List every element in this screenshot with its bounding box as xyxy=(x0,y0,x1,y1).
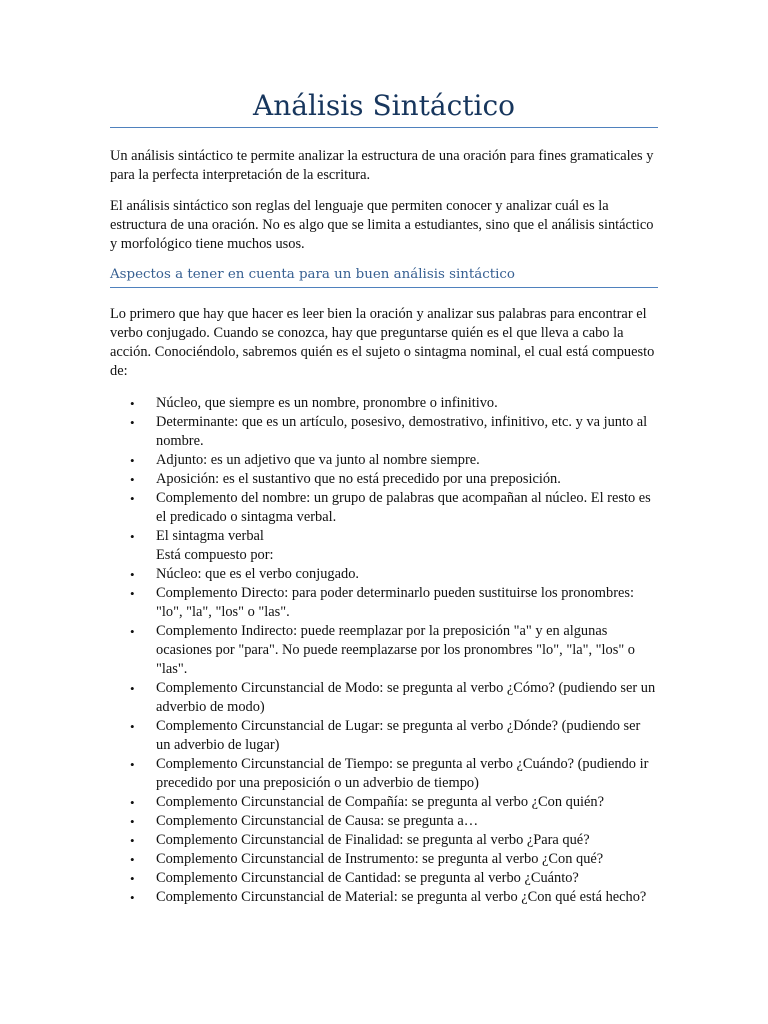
list-item-text: El sintagma verbal xyxy=(156,528,264,544)
intro-paragraph-1: Un análisis sintáctico te permite analizar la estructura de una oración para fines gramaticales y para la perfecta interpretación de la escritura. xyxy=(110,148,654,183)
bullet-list xyxy=(110,394,658,907)
list-item xyxy=(110,451,658,470)
list-item xyxy=(110,394,658,413)
list-item-text: Adjunto: es un adjetivo que va junto al nombre siempre. xyxy=(156,452,480,468)
list-item-text: Complemento del nombre: un grupo de palabras que acompañan al núcleo. El resto es el predicado o sintagma verbal. xyxy=(156,490,651,525)
list-item xyxy=(110,527,658,565)
bullet-icon: • xyxy=(130,719,135,734)
intro-paragraph-2: El análisis sintáctico son reglas del lenguaje que permiten conocer y analizar cuál es la estructura de una oración. No es algo que se limita a estudiantes, sino que el análisis sintáctico y morfológico tiene muchos usos. xyxy=(110,198,654,252)
bullet-icon: • xyxy=(130,453,135,468)
bullet-icon: • xyxy=(130,529,135,544)
section-paragraph: Lo primero que hay que hacer es leer bien la oración y analizar sus palabras para encontrar el verbo conjugado. Cuando se conozca, hay que preguntarse quién es el que lleva a cabo la acción. Conociéndolo, sabremos quién es el sujeto o sintagma nominal, el cual está compuesto de: xyxy=(110,306,655,379)
list-item-text: Complemento Circunstancial de Causa: se pregunta a… xyxy=(156,813,479,829)
document-page xyxy=(110,86,658,907)
bullet-icon: • xyxy=(130,795,135,810)
list-item-text: Complemento Indirecto: puede reemplazar por la preposición "a" y en algunas ocasiones por "para". No puede reemplazarse por los pronombres "lo", "la", "los" o "las". xyxy=(156,623,635,677)
bullet-icon: • xyxy=(130,890,135,905)
list-item xyxy=(110,565,658,584)
bullet-icon: • xyxy=(130,871,135,886)
list-item xyxy=(110,755,658,793)
bullet-icon: • xyxy=(130,472,135,487)
list-item xyxy=(110,793,658,812)
list-item-text: Complemento Circunstancial de Modo: se pregunta al verbo ¿Cómo? (pudiendo ser un adverbio de modo) xyxy=(156,680,656,715)
list-item xyxy=(110,413,658,451)
bullet-icon: • xyxy=(130,567,135,582)
section-heading: Aspectos a tener en cuenta para un buen análisis sintáctico xyxy=(110,265,658,288)
bullet-icon: • xyxy=(130,814,135,829)
list-item xyxy=(110,679,658,717)
list-item xyxy=(110,850,658,869)
list-item xyxy=(110,584,658,622)
bullet-icon: • xyxy=(130,396,135,411)
bullet-icon: • xyxy=(130,415,135,430)
list-item-text: Complemento Circunstancial de Lugar: se pregunta al verbo ¿Dónde? (pudiendo ser un adverbio de lugar) xyxy=(156,718,641,753)
list-item-text: Complemento Circunstancial de Instrumento: se pregunta al verbo ¿Con qué? xyxy=(156,851,604,867)
list-item-text: Núcleo, que siempre es un nombre, pronombre o infinitivo. xyxy=(156,395,498,411)
bullet-icon: • xyxy=(130,852,135,867)
list-item xyxy=(110,622,658,679)
bullet-icon: • xyxy=(130,624,135,639)
list-item-text: Determinante: que es un artículo, posesivo, demostrativo, infinitivo, etc. y va junto al nombre. xyxy=(156,414,648,449)
list-item-text: Complemento Circunstancial de Material: se pregunta al verbo ¿Con qué está hecho? xyxy=(156,889,647,905)
bullet-icon: • xyxy=(130,491,135,506)
list-item xyxy=(110,812,658,831)
bullet-icon: • xyxy=(130,757,135,772)
bullet-icon: • xyxy=(130,681,135,696)
document-title: Análisis Sintáctico xyxy=(110,86,658,128)
list-item xyxy=(110,470,658,489)
list-item xyxy=(110,869,658,888)
list-item-text: Aposición: es el sustantivo que no está precedido por una preposición. xyxy=(156,471,561,487)
list-item-text: Núcleo: que es el verbo conjugado. xyxy=(156,566,360,582)
list-item-text: Complemento Circunstancial de Finalidad: se pregunta al verbo ¿Para qué? xyxy=(156,832,590,848)
list-item-text: Complemento Circunstancial de Tiempo: se pregunta al verbo ¿Cuándo? (pudiendo ir precedido por una preposición o un adverbio de tiempo) xyxy=(156,756,649,791)
bullet-icon: • xyxy=(130,833,135,848)
list-item-text: Complemento Directo: para poder determinarlo pueden sustituirse los pronombres: "lo", "la", "los" o "las". xyxy=(156,585,634,620)
list-item xyxy=(110,489,658,527)
bullet-icon: • xyxy=(130,586,135,601)
list-item-text: Complemento Circunstancial de Cantidad: se pregunta al verbo ¿Cuánto? xyxy=(156,870,579,886)
list-item xyxy=(110,888,658,907)
list-item xyxy=(110,831,658,850)
list-item-continuation: Está compuesto por: xyxy=(156,547,274,563)
list-item-text: Complemento Circunstancial de Compañía: se pregunta al verbo ¿Con quién? xyxy=(156,794,604,810)
list-item xyxy=(110,717,658,755)
